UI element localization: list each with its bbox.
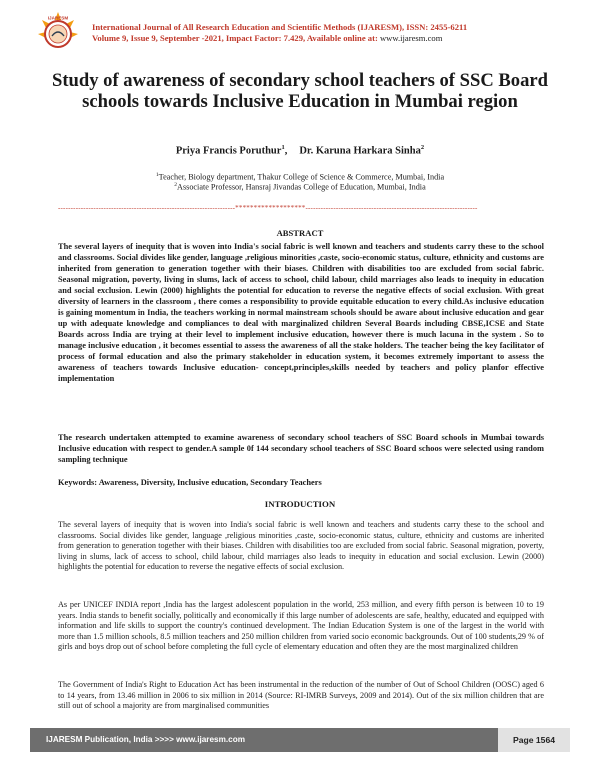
affiliation-2-text: Associate Professor, Hansraj Jivandas College of Education, Mumbai, India bbox=[177, 182, 426, 192]
section-separator: ----------------------------------------------------------------------*******************-------------------------------------------------------------------- bbox=[58, 204, 478, 212]
logo-text: IJARESM bbox=[47, 15, 69, 21]
abstract-paragraph-1: The several layers of inequity that is woven into India's social fabric is well known and teachers and students carry these to the school and classrooms. Social divides like gender, language ,religious minorities ,caste, socio-economic status, culture, ethnicity and customs are inherited from generation to generation together with their biases. Children with disabilities too are excluded from social fabric. Seasonal migration, poverty, living in slums, lack of access to school, child labour, child marriages also leads to inequity in education and social exclusion. Lewin (2000) highlights the potential for education to reverse the negative effects of social exclusion. With great diversity of learners in the classroom , there comes a responsibility to provide equitable education to every child.As inclusive education is gaining momentum in India, the teachers working in normal mainstream schools should be aware about inclusive education and gear up with adequate knowledge and compliances to deal with marginalized children Several Boards including CBSE,ICSE and State Boards across India are trying at their level to implement inclusive education, however there is much lacuna in the system . So to manage inclusive education , it becomes essential to assess the awareness of all the stake holders. The teacher being the key facilitator of process of formal education and also the primary stakeholder in education system, it becomes extremely important to assess the awareness of teachers towards Inclusive education- concept,principles,skills needed by teachers and policy planfor effective implementation bbox=[58, 242, 544, 383]
affiliation-2 bbox=[0, 180, 600, 193]
introduction-heading: INTRODUCTION bbox=[264, 499, 336, 509]
abstract-heading: ABSTRACT bbox=[276, 228, 324, 238]
journal-header bbox=[36, 10, 576, 52]
abstract-paragraph-2: The research undertaken attempted to examine awareness of secondary school teachers of SSC Board schools in Mumbai towards Inclusive education with respect to gender.A sample 0f 144 secondary school teachers of SSC Board schoos were selected using random sampling technique bbox=[58, 433, 544, 464]
intro-paragraph-1: The several layers of inequity that is woven into India's social fabric is well known and teachers and students carry these to the school and classrooms. Social divides like gender, language ,religious minorities ,caste, socio-economic status, culture, ethnicity and customs are inherited from generation to generation together with their biases. Children with disabilities too are excluded from social fabric. Seasonal migration, poverty, living in slums, lack of access to school, child labour, child marriages also leads to inequity in education and social exclusion. Lewin (2000) highlights the potential for education to reverse the negative effects of social exclusion. bbox=[58, 520, 544, 572]
author-2: Dr. Karuna Harkara Sinha bbox=[299, 145, 421, 157]
page-number: Page 1564 bbox=[498, 728, 570, 752]
keywords: Keywords: Awareness, Diversity, Inclusive education, Secondary Teachers bbox=[58, 478, 322, 487]
journal-logo-icon bbox=[36, 10, 80, 52]
author-1: Priya Francis Poruthur bbox=[175, 145, 282, 157]
intro-paragraph-3: The Government of India's Right to Education Act has been instrumental in the reduction of the number of Out of School Children (OOSC) aged 6 to 14 years, from 13.46 million in 2006 to six million in 2014 (Source: RI-IMRB Surveys, 2009 and 2014). Out of the six million children that are still out of school a majority are from marginalised communities bbox=[58, 680, 544, 711]
author-1-sup: 1 bbox=[281, 144, 285, 151]
intro-paragraph-2: As per UNICEF INDIA report ,India has the largest adolescent population in the world, 253 million, and every fifth person is between 10 to 19 years. India stands to benefit socially, politically and economically if this large number of adolescents are safe, healthy, educated and equipped with information and life skills to support the country's continued development. The Indian Education System is one of the largest in the world with more than 1.5 million schools, 8.5 million teachers and 250 million children from varied socio economic backgrounds. Out of 100 students,29 % of girls and boys drop out of school before completing the full cycle of elementary education and often they are the most marginalized children bbox=[58, 600, 544, 652]
affiliation-1-sup: 1 bbox=[155, 172, 159, 178]
author-line: Priya Francis Poruthur$^1$, Dr. Karuna Harkara Sinha$^2$ bbox=[175, 144, 425, 157]
issue-info bbox=[92, 33, 582, 44]
page-footer bbox=[30, 728, 570, 752]
journal-url-link[interactable]: www.ijaresm.com bbox=[379, 33, 443, 43]
issue-text: Volume 9, Issue 9, September -2021, Impact Factor: 7.429, Available online at: bbox=[92, 33, 380, 43]
author-2-sup: 2 bbox=[420, 144, 425, 151]
affiliation-1-text: Teacher, Biology department, Thakur College of Science & Commerce, Mumbai, India bbox=[158, 172, 445, 182]
paper-title: Study of awareness of secondary school teachers of SSC Board schools towards Inclusive Education in Mumbai region bbox=[51, 70, 548, 112]
journal-name: International Journal of All Research Education and Scientific Methods (IJARESM), ISSN: 2455-6211 bbox=[92, 22, 468, 32]
footer-publisher[interactable]: IJARESM Publication, India >>>> www.ijaresm.com bbox=[46, 735, 245, 744]
affiliation-2-sup: 2 bbox=[174, 182, 178, 188]
